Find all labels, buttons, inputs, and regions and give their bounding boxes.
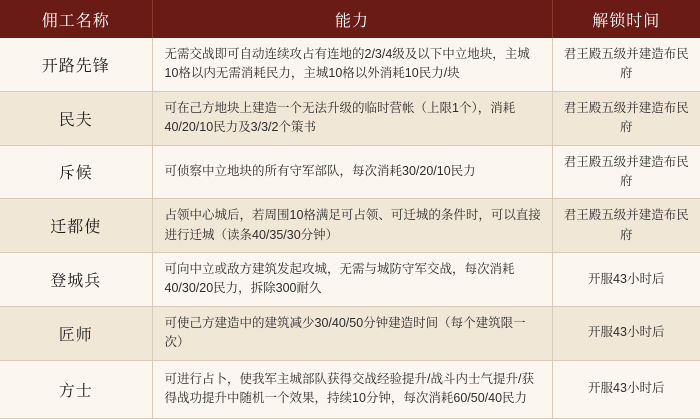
- mercenary-unlock: 君王殿五级并建造布民府: [552, 91, 700, 145]
- mercenary-name: 民夫: [0, 91, 152, 145]
- mercenary-unlock: 君王殿五级并建造布民府: [552, 38, 700, 91]
- table-row: [0, 91, 700, 145]
- table-row: [0, 145, 700, 199]
- mercenary-unlock: 君王殿五级并建造布民府: [552, 145, 700, 199]
- mercenary-ability: 无需交战即可自动连续攻占有连地的2/3/4级及以下中立地块，主城10格以内无需消耗民力，主城10格以外消耗10民力/块: [152, 38, 552, 91]
- column-header-unlock-time: 解锁时间: [552, 0, 700, 38]
- mercenary-name: 方士: [0, 360, 152, 418]
- table-body: [0, 38, 700, 418]
- table-row: [0, 306, 700, 360]
- mercenary-unlock: 开服43小时后: [552, 253, 700, 307]
- table-header: [0, 0, 700, 38]
- mercenary-unlock: 开服43小时后: [552, 360, 700, 418]
- table-row: [0, 199, 700, 253]
- table-row: [0, 253, 700, 307]
- table-row: [0, 38, 700, 91]
- mercenary-ability: 可在己方地块上建造一个无法升级的临时营帐（上限1个），消耗40/20/10民力及3/3/2个策书: [152, 91, 552, 145]
- mercenary-ability: 可进行占卜，使我军主城部队获得交战经验提升/战斗内士气提升/获得战功提升中随机一个效果，持续10分钟，每次消耗60/50/40民力: [152, 360, 552, 418]
- table-row: [0, 360, 700, 418]
- table-header-row: [0, 0, 700, 38]
- mercenary-name: 登城兵: [0, 253, 152, 307]
- mercenary-ability: 可侦察中立地块的所有守军部队，每次消耗30/20/10民力: [152, 145, 552, 199]
- mercenary-unlock: 开服43小时后: [552, 306, 700, 360]
- mercenary-name: 迁都使: [0, 199, 152, 253]
- mercenary-unlock: 君王殿五级并建造布民府: [552, 199, 700, 253]
- column-header-ability: 能力: [152, 0, 552, 38]
- mercenary-name: 开路先锋: [0, 38, 152, 91]
- mercenary-ability: 占领中心城后，若周围10格满足可占领、可迁城的条件时，可以直接进行迁城（读条40/35/30分钟）: [152, 199, 552, 253]
- column-header-name: 佣工名称: [0, 0, 152, 38]
- mercenary-ability: 可向中立或敌方建筑发起攻城，无需与城防守军交战，每次消耗40/30/20民力，拆除300耐久: [152, 253, 552, 307]
- mercenary-ability: 可使己方建造中的建筑减少30/40/50分钟建造时间（每个建筑限一次）: [152, 306, 552, 360]
- mercenary-name: 斥候: [0, 145, 152, 199]
- mercenary-name: 匠师: [0, 306, 152, 360]
